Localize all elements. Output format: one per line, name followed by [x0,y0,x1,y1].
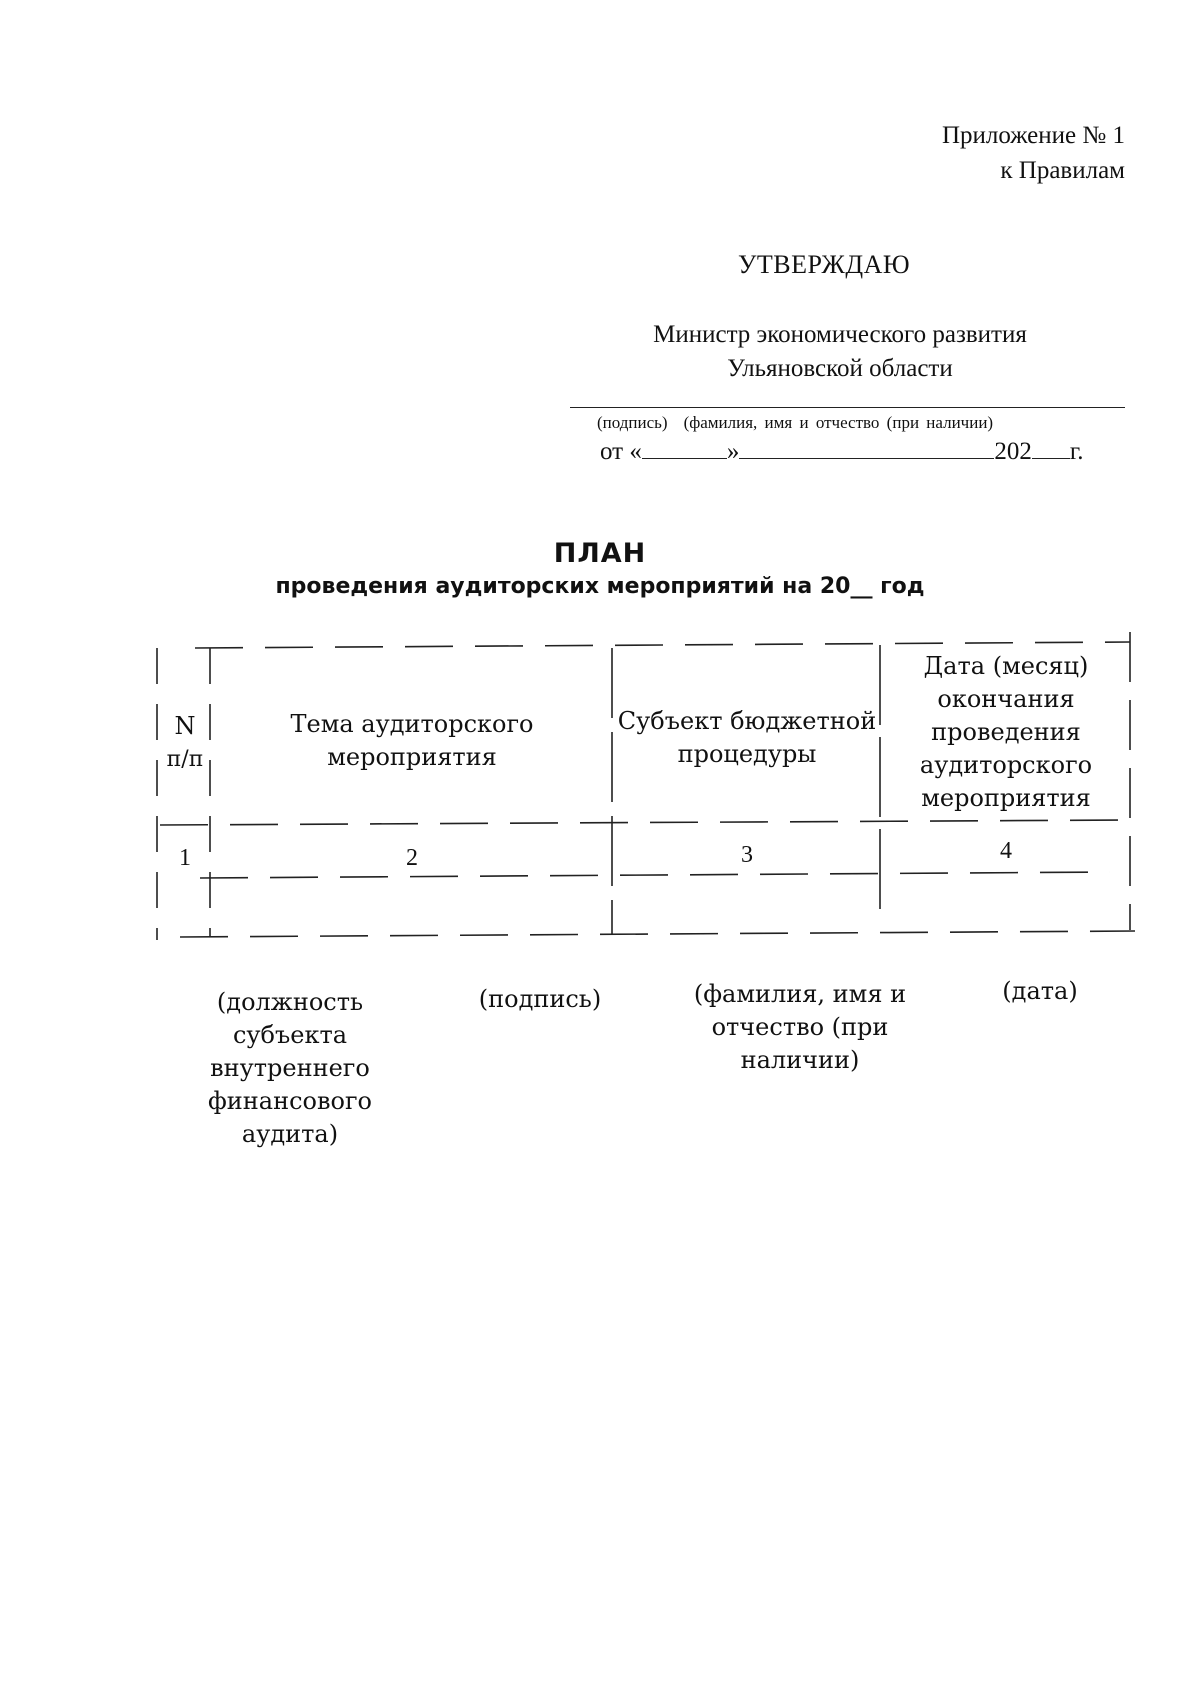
column-number-4: 4 [1000,838,1012,864]
footer-position-line3: внутреннего [210,1054,370,1082]
table-header-bottom [160,820,1135,825]
header-topic-line2: мероприятия [327,743,497,771]
header-end-date-line2: окончания [937,685,1075,713]
appendix-number: Приложение № 1 [941,122,1125,149]
table-bottom-border [180,931,1135,937]
footer-name-line2: отчество (при [711,1013,889,1041]
date-mid: » [726,438,740,465]
column-number-3: 3 [741,842,753,868]
date-suffix: г. [1069,438,1084,465]
footer-name-caption [685,978,915,1077]
header-end-date-line3: проведения [931,718,1081,746]
header-number-line1: N [174,712,196,740]
column-number-1: 1 [179,845,191,871]
appendix-rules: к Правилам [1000,157,1125,184]
header-subject [614,705,880,771]
header-subject-line1: Субъект бюджетной [617,707,877,735]
column-number-2: 2 [406,845,418,871]
footer-date-caption: (дата) [1002,977,1078,1005]
footer-name-line3: наличии) [740,1046,860,1074]
table-numbers-bottom [200,872,1110,878]
date-year: 202 [994,438,1032,465]
header-end-date [882,650,1130,815]
approver-position-line2: Ульяновской области [727,355,953,382]
plan-subtitle: проведения аудиторских мероприятий на 20__ год [275,574,925,599]
header-number-line2: п/п [166,747,204,772]
footer-position-caption [190,986,390,1151]
date-prefix: от « [600,438,642,465]
table-top-border [195,642,1130,648]
header-end-date-line4: аудиторского [919,751,1093,779]
footer-signature-caption: (подпись) [478,985,602,1013]
footer-position-line5: аудита) [241,1120,339,1148]
header-end-date-line5: мероприятия [921,784,1091,812]
signature-caption: (подпись) [597,413,668,432]
header-subject-line2: процедуры [677,740,817,768]
header-topic [212,708,612,774]
footer-position-line2: субъекта [232,1021,348,1049]
plan-title: ПЛАН [553,538,647,569]
header-number [160,710,210,776]
approver-position-line1: Министр экономического развития [653,321,1027,348]
header-end-date-line1: Дата (месяц) [923,652,1089,680]
name-caption: (фамилия, имя и отчество (при наличии) [683,413,994,432]
header-topic-line1: Тема аудиторского [290,710,534,738]
approval-title: УТВЕРЖДАЮ [738,250,911,279]
footer-position-line4: финансового [208,1087,372,1115]
footer-position-line1: (должность [216,988,364,1016]
footer-name-line1: (фамилия, имя и [693,980,907,1008]
